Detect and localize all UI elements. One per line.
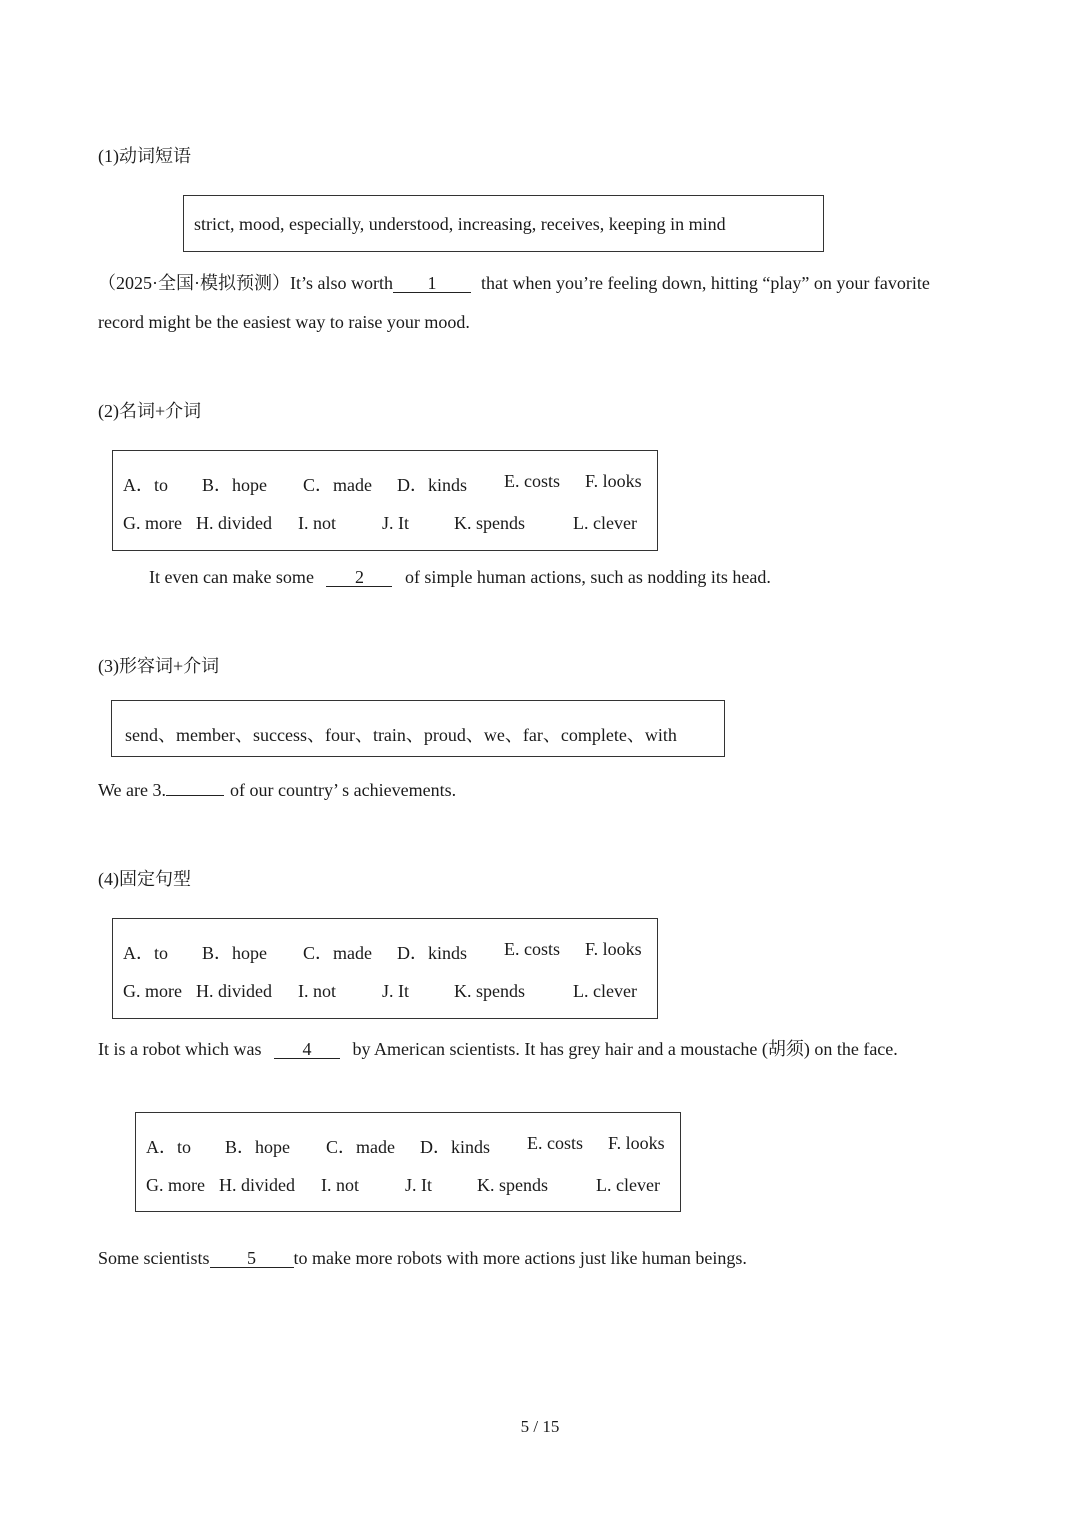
option-c: C．made bbox=[303, 475, 372, 495]
option-b: B．hope bbox=[202, 943, 267, 963]
sentence-2-prefix: It even can make some bbox=[149, 567, 314, 587]
sentence-3-suffix: of our country’ s achievements. bbox=[230, 780, 457, 800]
option-i: I. not bbox=[298, 513, 336, 533]
options-box-5 bbox=[135, 1112, 681, 1212]
options-box-2 bbox=[112, 450, 658, 551]
sentence-5-prefix: Some scientists bbox=[98, 1248, 210, 1268]
option-k: K. spends bbox=[477, 1175, 548, 1195]
blank-1[interactable]: 1 bbox=[393, 274, 471, 293]
option-d: D．kinds bbox=[397, 943, 468, 963]
option-a: A．to bbox=[146, 1137, 191, 1157]
sentence-5-suffix: to make more robots with more actions just like human beings. bbox=[293, 1248, 747, 1268]
option-i: I. not bbox=[321, 1175, 359, 1195]
option-l: L. clever bbox=[573, 513, 637, 533]
options-row-1 bbox=[113, 939, 657, 961]
option-h: H. divided bbox=[219, 1175, 295, 1195]
section-2-heading: (2)名词+介词 bbox=[98, 401, 202, 421]
sentence-1-line2: record might be the easiest way to raise your mood. bbox=[98, 312, 470, 332]
word-box-1 bbox=[183, 195, 824, 252]
sentence-2-suffix: of simple human actions, such as nodding its head. bbox=[404, 567, 771, 587]
option-c: C．made bbox=[326, 1137, 395, 1157]
sentence-4 bbox=[98, 1035, 898, 1061]
option-d: D．kinds bbox=[420, 1137, 491, 1157]
option-i: I. not bbox=[298, 981, 336, 1001]
option-g: G. more bbox=[123, 981, 182, 1001]
options-box-4 bbox=[112, 918, 658, 1019]
blank-3[interactable] bbox=[166, 795, 224, 796]
option-k: K. spends bbox=[454, 513, 525, 533]
option-g: G. more bbox=[123, 513, 182, 533]
option-e: E. costs bbox=[504, 471, 560, 491]
sentence-4-prefix: It is a robot which was bbox=[98, 1039, 262, 1059]
options-row-2 bbox=[136, 1175, 680, 1197]
option-j: J. It bbox=[382, 513, 409, 533]
options-row-1 bbox=[113, 471, 657, 493]
word-box-1-text: strict, mood, especially, understood, increasing, receives, keeping in mind bbox=[194, 214, 726, 234]
options-row-2 bbox=[113, 981, 657, 1003]
sentence-4-suffix: by American scientists. It has grey hair and a moustache (胡须) on the face. bbox=[352, 1039, 898, 1059]
sentence-1 bbox=[98, 269, 930, 295]
option-h: H. divided bbox=[196, 981, 272, 1001]
option-g: G. more bbox=[146, 1175, 205, 1195]
blank-5[interactable]: 5 bbox=[210, 1249, 294, 1268]
option-d: D．kinds bbox=[397, 475, 468, 495]
sentence-1-suffix: that when you’re feeling down, hitting “play” on your favorite bbox=[480, 273, 930, 293]
option-a: A．to bbox=[123, 943, 168, 963]
section-1-heading: (1)动词短语 bbox=[98, 146, 191, 166]
option-l: L. clever bbox=[573, 981, 637, 1001]
option-f: F. looks bbox=[585, 471, 642, 491]
sentence-3 bbox=[98, 780, 456, 801]
options-row-2 bbox=[113, 513, 657, 535]
word-box-3 bbox=[111, 700, 725, 757]
sentence-5 bbox=[98, 1248, 747, 1269]
option-l: L. clever bbox=[596, 1175, 660, 1195]
sentence-2 bbox=[149, 567, 771, 588]
section-3-heading: (3)形容词+介词 bbox=[98, 656, 220, 676]
option-h: H. divided bbox=[196, 513, 272, 533]
sentence-3-prefix: We are 3. bbox=[98, 780, 167, 800]
blank-4[interactable]: 4 bbox=[274, 1040, 340, 1059]
option-b: B．hope bbox=[225, 1137, 290, 1157]
option-c: C．made bbox=[303, 943, 372, 963]
section-4-heading: (4)固定句型 bbox=[98, 869, 191, 889]
blank-2[interactable]: 2 bbox=[326, 568, 392, 587]
option-b: B．hope bbox=[202, 475, 267, 495]
option-e: E. costs bbox=[504, 939, 560, 959]
word-box-3-text: send、member、success、four、train、proud、we、far、complete、with bbox=[125, 725, 677, 745]
sentence-1-prefix: （2025·全国·模拟预测）It’s also worth bbox=[98, 273, 393, 293]
option-f: F. looks bbox=[585, 939, 642, 959]
option-f: F. looks bbox=[608, 1133, 665, 1153]
option-a: A．to bbox=[123, 475, 168, 495]
option-j: J. It bbox=[405, 1175, 432, 1195]
option-j: J. It bbox=[382, 981, 409, 1001]
option-k: K. spends bbox=[454, 981, 525, 1001]
options-row-1 bbox=[136, 1133, 680, 1155]
option-e: E. costs bbox=[527, 1133, 583, 1153]
page-number: 5 / 15 bbox=[520, 1417, 560, 1436]
